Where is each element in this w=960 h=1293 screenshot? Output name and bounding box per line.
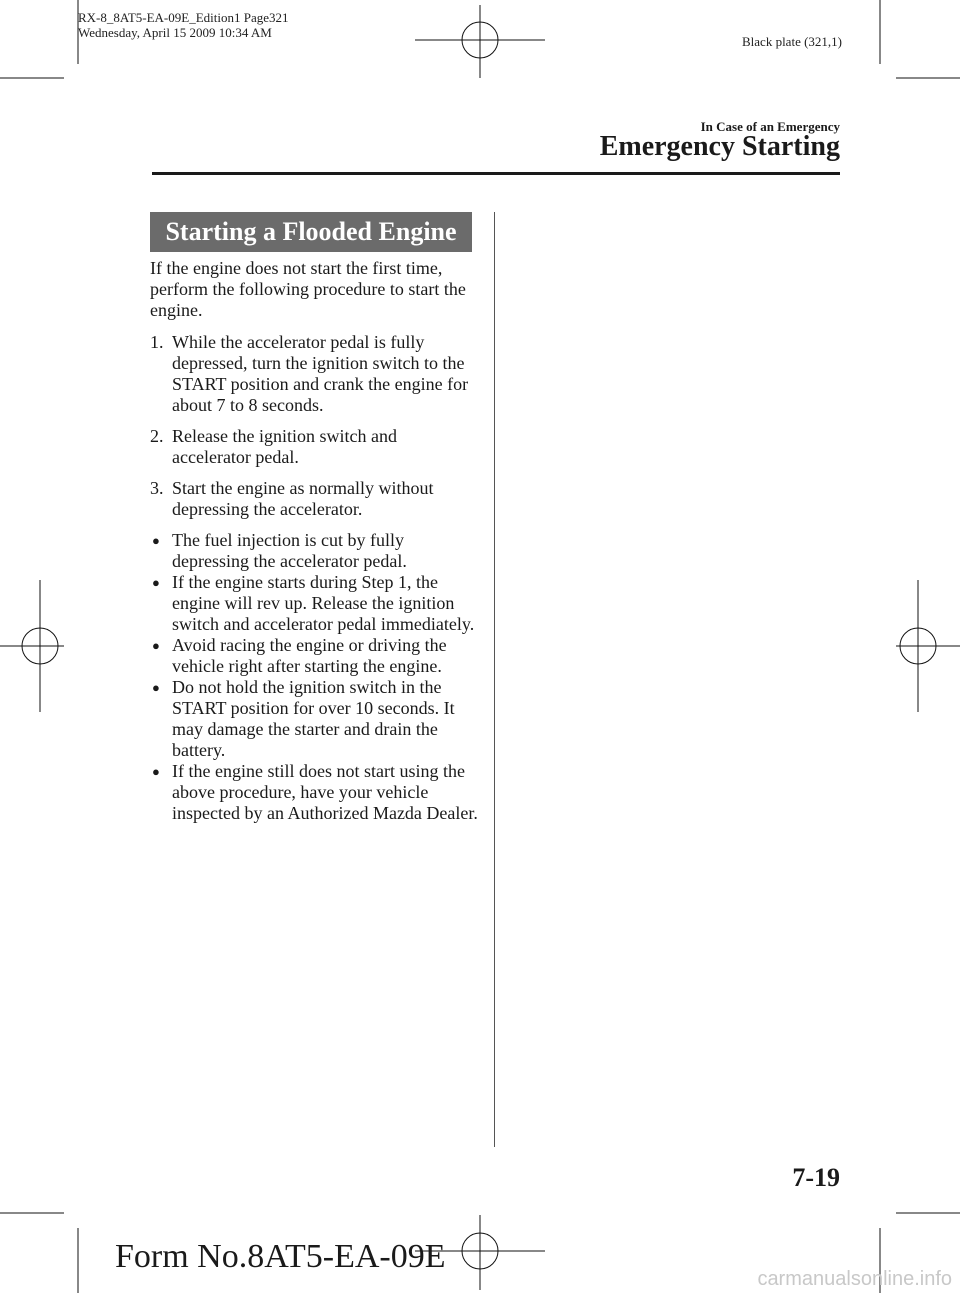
note-text: If the engine still does not start using the above procedure, have your vehicle inspected by an Authorized Mazda Dealer.: [172, 761, 478, 823]
bullet-icon: ●: [152, 680, 160, 695]
header-rule: [152, 172, 840, 175]
section-label: In Case of an Emergency: [700, 119, 840, 134]
notes-list: [150, 530, 480, 824]
print-slug-line1: RX-8_8AT5-EA-09E_Edition1 Page321: [78, 10, 289, 25]
form-number: Form No.8AT5-EA-09E: [115, 1238, 446, 1275]
plate-label: Black plate (321,1): [742, 34, 842, 49]
column-divider: [494, 212, 495, 1147]
procedure-step: [150, 426, 480, 468]
note-text: Do not hold the ignition switch in the START position for over 10 seconds. It may damage the starter and drain the battery.: [172, 677, 455, 760]
print-slug: [78, 10, 289, 40]
bullet-icon: ●: [152, 533, 160, 548]
page-number: 7-19: [792, 1163, 840, 1192]
procedure-steps: [150, 332, 480, 520]
section-heading: Starting a Flooded Engine: [150, 212, 472, 252]
note-item: [150, 572, 480, 635]
page-title: Emergency Starting: [599, 131, 840, 162]
note-item: [150, 761, 480, 824]
bullet-icon: ●: [152, 764, 160, 779]
note-item: [150, 530, 480, 572]
note-text: If the engine starts during Step 1, the engine will rev up. Release the ignition switch and accelerator pedal immediately.: [172, 572, 475, 634]
bullet-icon: ●: [152, 638, 160, 653]
step-number: 1.: [150, 332, 164, 352]
step-text: While the accelerator pedal is fully depressed, turn the ignition switch to the START position and crank the engine for about 7 to 8 seconds.: [172, 332, 469, 415]
note-item: [150, 677, 480, 761]
print-slug-line2: Wednesday, April 15 2009 10:34 AM: [78, 25, 272, 40]
step-number: 3.: [150, 478, 164, 498]
step-number: 2.: [150, 426, 164, 446]
step-text: Start the engine as normally without depressing the accelerator.: [172, 478, 434, 519]
step-text: Release the ignition switch and accelerator pedal.: [172, 426, 397, 467]
bullet-icon: ●: [152, 575, 160, 590]
note-item: [150, 635, 480, 677]
note-text: Avoid racing the engine or driving the vehicle right after starting the engine.: [172, 635, 447, 676]
body-column: [150, 258, 480, 824]
note-text: The fuel injection is cut by fully depressing the accelerator pedal.: [172, 530, 407, 571]
procedure-step: [150, 478, 480, 520]
watermark: carmanualsonline.info: [757, 1268, 952, 1290]
intro-paragraph: If the engine does not start the first time, perform the following procedure to start the engine.: [150, 258, 466, 320]
procedure-step: [150, 332, 480, 416]
